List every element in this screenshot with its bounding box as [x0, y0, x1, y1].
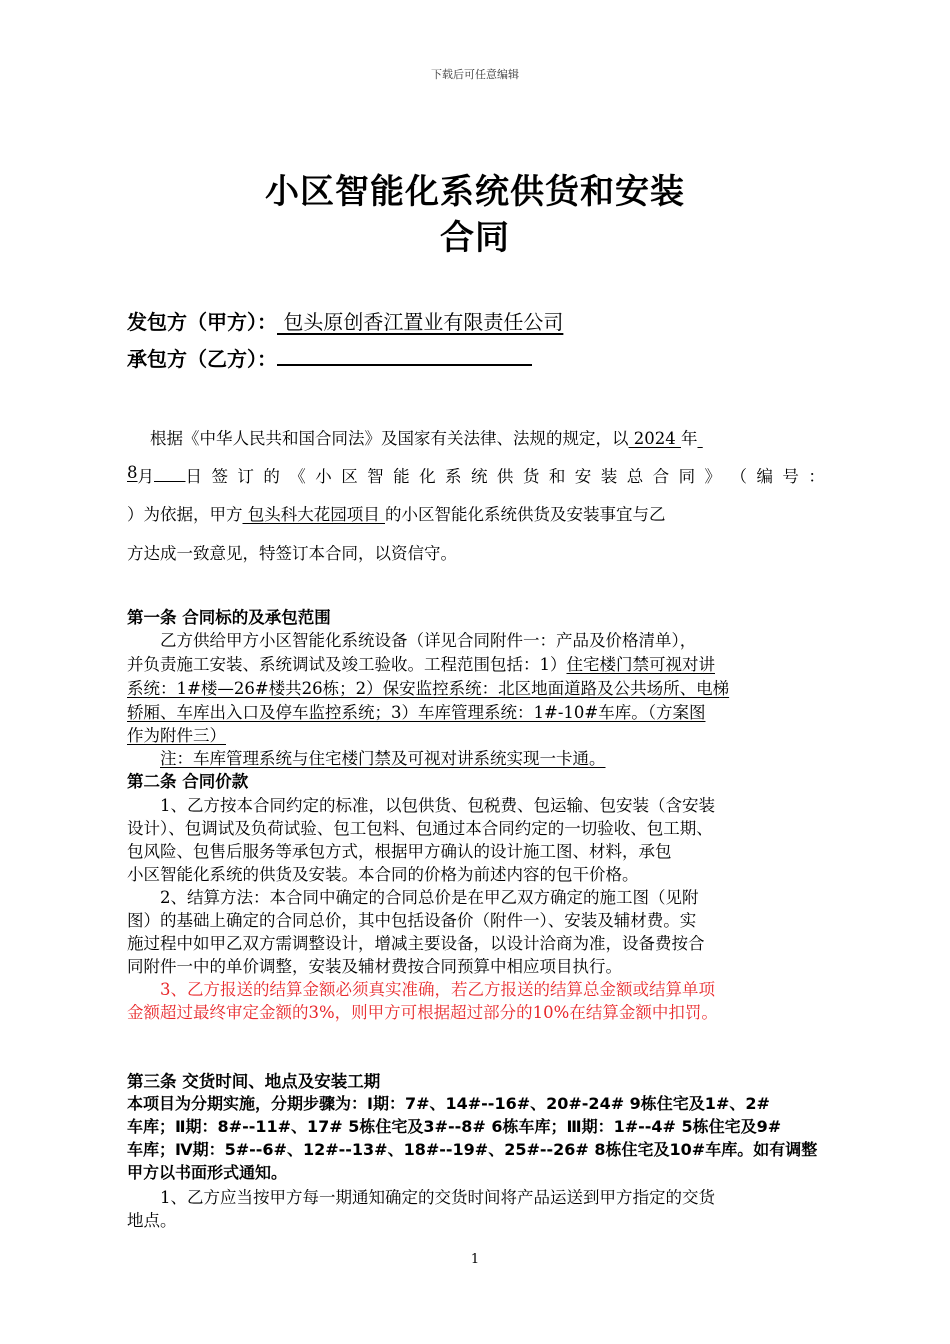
- preamble-text: ）为依据，甲方: [127, 505, 243, 524]
- art3-heading: 第三条 交货时间、地点及安装工期: [127, 1072, 381, 1091]
- art3-schedule-line: 车库；Ⅱ期：8#--11#、17# 5栋住宅及3#--8# 6栋车库；Ⅲ期：1#--4# 5栋住宅及9#: [127, 1117, 782, 1136]
- party-a-value: 包头原创香江置业有限责任公司: [277, 310, 564, 334]
- page-number: 1: [470, 1252, 480, 1267]
- art1-scope-text: 住宅楼门禁可视对讲: [566, 655, 715, 674]
- art1-line2: [127, 651, 715, 675]
- art2-p3-line: 3、乙方报送的结算金额必须真实准确，若乙方报送的结算总金额或结算单项: [160, 980, 715, 999]
- art3-schedule-line: 车库；Ⅳ期：5#--6#、12#--13#、18#--19#、25#--26# 8栋住宅及10#车库。如有调整: [127, 1140, 818, 1159]
- preamble-char: 签: [211, 467, 228, 486]
- art2-p2-line: 施过程中如甲乙双方需调整设计，增减主要设备，以设计洽商为准，设备费按合: [127, 934, 705, 953]
- preamble-char: 统: [470, 467, 488, 486]
- preamble-line3: [127, 501, 666, 525]
- page-header: 下载后可任意编辑: [431, 68, 519, 81]
- preamble-line1: [150, 425, 703, 449]
- art1-line4: 轿厢、车库出入口及停车监控系统；3）车库管理系统：1#-10#车库。（方案图: [127, 703, 706, 722]
- party-a-label: 发包方（甲方）：: [127, 310, 277, 334]
- party-b: [127, 343, 532, 372]
- art1-text: 并负责施工安装、系统调试及竣工验收。工程范围包括：1）: [127, 655, 567, 674]
- art1-line5: 作为附件三）: [127, 726, 226, 745]
- preamble-char: 化: [419, 467, 436, 486]
- preamble-char: 的: [263, 467, 280, 486]
- art1-line1: 乙方供给甲方小区智能化系统设备（详见合同附件一：产品及价格清单），: [160, 631, 697, 650]
- preamble-month: 8: [127, 463, 138, 482]
- preamble-char: 装: [600, 467, 618, 486]
- doc-title-line2: 合同: [440, 218, 510, 258]
- art2-p1-line: 1、乙方按本合同约定的标准，以包供货、包税费、包运输、包安装（含安装: [160, 796, 715, 815]
- preamble-char: 安: [574, 467, 592, 486]
- preamble-line2: [127, 463, 825, 487]
- art2-p2-line: 图）的基础上确定的合同总价，其中包括设备价（附件一）、安装及辅材费。实: [127, 911, 697, 930]
- art1-line3: 系统：1#楼—26#楼共26栋；2）保安监控系统：北区地面道路及公共场所、电梯: [127, 679, 730, 698]
- art2-p1-line: 设计）、包调试及负荷试验、包工包料、包通过本合同约定的一切验收、包工期、: [127, 819, 713, 838]
- art3-p1-line: 1、乙方应当按甲方每一期通知确定的交货时间将产品运送到甲方指定的交货: [160, 1188, 715, 1207]
- project-name: 包头科大花园项目: [242, 505, 385, 524]
- preamble-char: （: [730, 467, 747, 486]
- preamble-char: 日: [185, 467, 202, 486]
- preamble-month-unit: 月: [137, 467, 154, 486]
- party-b-blank: [277, 346, 532, 366]
- party-b-label: 承包方（乙方）：: [127, 347, 277, 371]
- preamble-char: 总: [626, 467, 644, 486]
- art2-p3-line: 金额超过最终审定金额的3%，则甲方可根据超过部分的10%在结算金额中扣罚。: [127, 1003, 718, 1022]
- preamble-text: 的小区智能化系统供货及安装事宜与乙: [385, 505, 666, 524]
- art1-note: 注：车库管理系统与住宅楼门禁及可视对讲系统实现一卡通。: [160, 749, 606, 768]
- preamble-char: 订: [237, 467, 254, 486]
- preamble-char: 能: [393, 467, 410, 486]
- preamble-char: 小: [315, 467, 332, 486]
- preamble-year-unit: 年: [680, 429, 698, 448]
- preamble-year: 2024: [628, 429, 681, 448]
- art2-p2-line: 同附件一中的单价调整，安装及辅材费按合同预算中相应项目执行。: [127, 957, 622, 976]
- preamble-char: 》: [704, 467, 722, 486]
- preamble-blank: [697, 429, 702, 448]
- art2-p2-line: 2、结算方法：本合同中确定的合同总价是在甲乙双方确定的施工图（见附: [160, 888, 699, 907]
- preamble-char: 同: [678, 467, 696, 486]
- preamble-char: 智: [367, 467, 384, 486]
- preamble-char: 编: [756, 467, 773, 486]
- preamble-char: 合: [652, 467, 670, 486]
- preamble-line4: 方达成一致意见，特签订本合同，以资信守。: [127, 544, 457, 563]
- preamble-char: 货: [522, 467, 540, 486]
- art2-heading: 第二条 合同价款: [127, 772, 249, 791]
- preamble-char: 和: [548, 467, 566, 486]
- party-a: [127, 306, 563, 335]
- art2-p1-line: 包风险、包售后服务等承包方式，根据甲方确认的设计施工图、材料，承包: [127, 842, 672, 861]
- preamble-char: 区: [341, 467, 358, 486]
- preamble-char: 供: [496, 467, 514, 486]
- art2-p1-line: 小区智能化系统的供货及安装。本合同的价格为前述内容的包干价格。: [127, 865, 639, 884]
- preamble-char: 系: [445, 467, 462, 486]
- preamble-day-blank: [154, 463, 185, 487]
- preamble-char: 《: [289, 467, 306, 486]
- art3-p1-line: 地点。: [127, 1211, 177, 1230]
- preamble-char: 号: [782, 467, 799, 486]
- art3-schedule-line: 本项目为分期实施，分期步骤为：Ⅰ期：7#、14#--16#、20#-24# 9栋住宅及1#、2#: [127, 1094, 770, 1113]
- doc-title-line1: 小区智能化系统供货和安装: [265, 172, 685, 212]
- preamble-line2-rest: [185, 463, 825, 487]
- preamble-char: ：: [808, 467, 825, 486]
- art3-schedule-line: 甲方以书面形式通知。: [127, 1163, 288, 1182]
- preamble-text: 根据《中华人民共和国合同法》及国家有关法律、法规的规定，以: [150, 429, 629, 448]
- art1-heading: 第一条 合同标的及承包范围: [127, 608, 331, 627]
